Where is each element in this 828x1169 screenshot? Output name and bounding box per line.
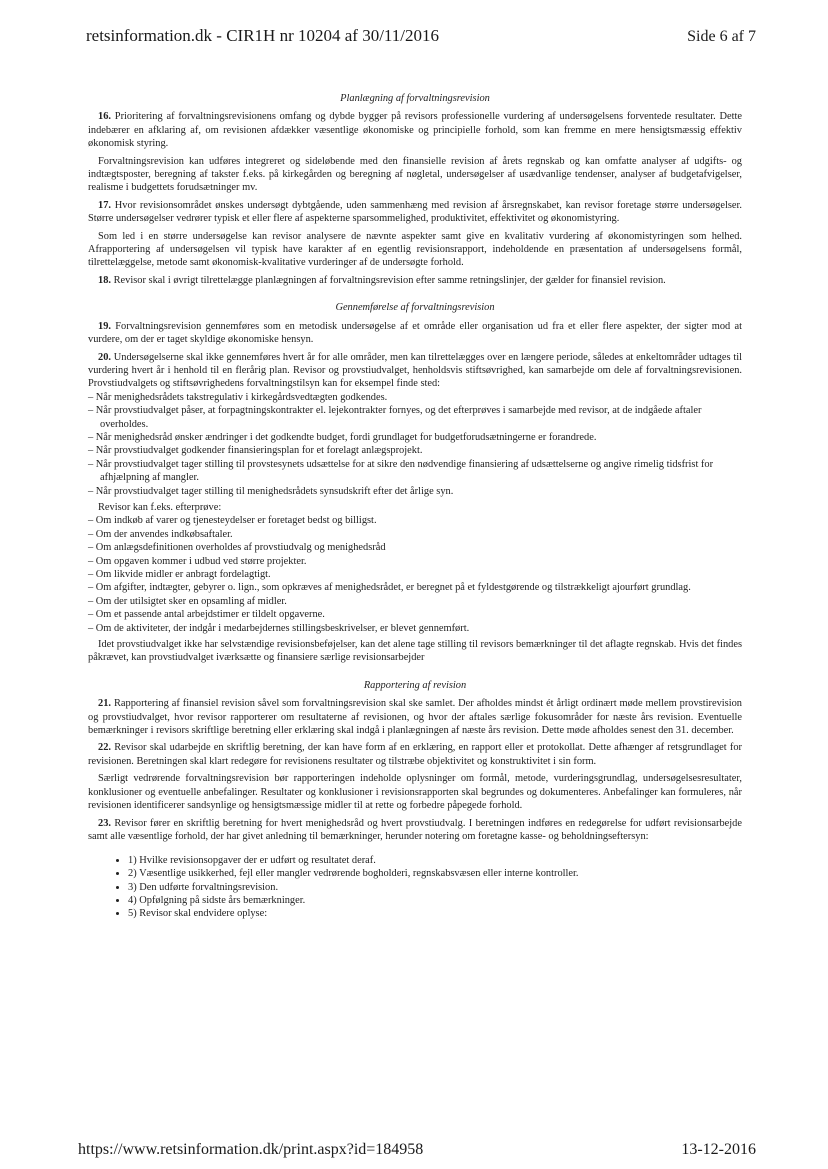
paragraph-number: 21. [98, 698, 111, 710]
list-item: – Om indkøb af varer og tjenesteydelser er foretaget bedst og billigst. [88, 514, 742, 527]
paragraph-21 [88, 697, 742, 737]
paragraph-text: Forvaltningsrevision gennemføres som en metodisk undersøgelse af et område eller organisation ud fra et eller flere aspekter, der sigter mod at vurdere, om der er taget skyldige økonomiske hensyn. [88, 320, 742, 346]
paragraph-number: 22. [98, 742, 111, 754]
list-item: • 1) Hvilke revisionsopgaver der er udført og resultatet deraf. [128, 854, 742, 867]
paragraph-16b: Forvaltningsrevision kan udføres integreret og sideløbende med den finansielle revision af årets regnskab og kan omfatte analyser af udgifts- og indtægtsposter, beregning af takster f.eks. på kirkegården og beregning af nøgletal, undersøgelser af usædvanlige tendenser, analyser af budgetafvigelser, realisme i budgettets forudsætninger mv. [88, 155, 742, 194]
paragraph-20 [88, 351, 742, 391]
list-item: • 2) Væsentlige usikkerhed, fejl eller mangler vedrørende bogholderi, regnskabsvæsen eller interne kontroller. [128, 867, 742, 880]
list-item: – Om et passende antal arbejdstimer er tildelt opgaverne. [88, 608, 742, 621]
paragraph-22b: Særligt vedrørende forvaltningsrevision bør rapporteringen indeholde oplysninger om formål, metode, vurderingsgrundlag, undersøgelsesresultater, konklusioner og eventuelle anbefalinger. Resultater og konklusioner i revisionsrapporten skal begrundes og dokumenteres. Anbefalinger kan formuleres, når revisionen identificerer sandsynlige og hensigtsmæssige midler til at rette og forbedre påpegede forhold. [88, 773, 742, 812]
page-header-title: retsinformation.dk - CIR1H nr 10204 af 30/11/2016 [86, 26, 440, 45]
paragraph-number: 19. [98, 320, 111, 332]
list-item: – Om opgaven kommer i udbud ved større projekter. [88, 555, 742, 568]
paragraph-23 [88, 817, 742, 844]
paragraph-text: Prioritering af forvaltningsrevisionens omfang og dybde bygger på revisors professionelle vurdering af undersøgelsens forventede resultater. Dette indebærer en afklaring af, om revisionen afdækker væsentlige økonomiske og principielle forhold, som kan fremme en mere hensigtsmæssig effektiv økonomisk styring. [88, 111, 742, 150]
list-item: – Om der utilsigtet sker en opsamling af midler. [88, 595, 742, 608]
report-contents-list [88, 854, 742, 921]
page-url: https://www.retsinformation.dk/print.aspx?id=184958 [78, 1141, 424, 1158]
oversight-list [88, 391, 742, 498]
list-item: – Om der anvendes indkøbsaftaler. [88, 528, 742, 541]
paragraph-20c: Idet provstiudvalget ikke har selvstændige revisionsbeføjelser, kan det alene tage stilling til revisors bemærkninger til det aflagte regnskab. Hvis det findes påkrævet, kan provstiudvalget iværksætte og finansiere særlige revisionsarbejder [88, 639, 742, 664]
paragraph-number: 20. [98, 351, 111, 363]
paragraph-text: Revisor fører en skriftlig beretning for hvert menighedsråd og hvert provstiudvalg. I beretningen indføres en redegørelse for udført revisionsarbejde samt alle væsentlige forhold, der har givet anledning til bemærkninger, herunder notering om foretagne kasse- og beholdningseftersyn: [88, 817, 742, 842]
paragraph-text: Rapportering af finansiel revision såvel som forvaltningsrevision skal ske samlet. Der afholdes mindst ét årligt ordinært møde mellem provstirevision og provstiudvalget, hvor revisor rapporterer om resultaterne af revisionen, og hvor der aftales særlige fokusområder for næste års revision. Eventuelle bemærkninger i revisors skriftlige beretning eller erklæring skal indgå i planlægningen af næste års revision. Dette møde afholdes senest den 31. december. [88, 698, 742, 737]
paragraph-text: Hvor revisionsområdet ønskes undersøgt dybtgående, uden sammenhæng med revision af årsregnskabet, kan revisor foretage større undersøgelser. Større undersøgelser vedrører typisk et eller flere af aspekterne sparsommelighed, produktivitet, effektivitet og økonomistyring. [88, 199, 742, 225]
paragraph-number: 18. [98, 274, 111, 286]
paragraph-number: 16. [98, 111, 111, 123]
paragraph-16 [88, 110, 742, 150]
list-item: – Når provstiudvalget tager stilling til provstesynets udsættelse for at sikre den nødvendige finansiering af udsættelserne og angive rimelig tidsfrist for afhjælpning af mangler. [88, 458, 742, 485]
list-item: – Om likvide midler er anbragt fordelagtigt. [88, 568, 742, 581]
list-item: • 4) Opfølgning på sidste års bemærkninger. [128, 894, 742, 907]
document-body [88, 92, 742, 931]
list-item: – Når provstiudvalget påser, at forpagtningskontrakter el. lejekontrakter fornyes, og det efterprøves i samarbejde med revisor, at de indgåede aftaler overholdes. [88, 404, 742, 431]
print-date: 13-12-2016 [681, 1141, 756, 1158]
section-title-reporting: Rapportering af revision [363, 679, 467, 691]
section-title-execution: Gennemførelse af forvaltningsrevision [335, 302, 495, 314]
paragraph-text: Revisor skal udarbejde en skriftlig beretning, der kan have form af en erklæring, en rapport eller et protokollat. Dette afhænger af retsgrundlaget for revisionen. Beretningen skal klart redegøre for revisionens resultater og tilstræbe objektivitet og konstruktivitet i sin form. [88, 742, 742, 767]
list-item: – Når provstiudvalget godkender finansieringsplan for et forelagt anlægsprojekt. [88, 444, 742, 457]
list-item: – Om de aktiviteter, der indgår i medarbejdernes stillingsbeskrivelser, er blevet gennemført. [88, 622, 742, 635]
list-item: – Når menighedsråd ønsker ændringer i det godkendte budget, fordi grundlaget for budgetforudsætningerne er forandrede. [88, 431, 742, 444]
page-number: Side 6 af 7 [687, 28, 756, 45]
paragraph-text: Revisor skal i øvrigt tilrettelægge planlægningen af forvaltningsrevision efter samme retningslinjer, der gælder for finansiel revision. [113, 274, 666, 286]
list-item: – Når menighedsrådets takstregulativ i kirkegårdsvedtægten godkendes. [88, 391, 742, 404]
paragraph-17b: Som led i en større undersøgelse kan revisor analysere de nævnte aspekter samt give en kvalitativ vurdering af økonomistyringen som helhed. Afrapportering af undersøgelsen vil typisk have karakter af en egentlig revisionsrapport, indeholdende en præsentation af undersøgelsens formål, tilrettelæggelse, metode samt økonomisk-kvalitative vurderinger af de undersøgte forhold. [88, 230, 742, 269]
paragraph-text: Undersøgelserne skal ikke gennemføres hvert år for alle områder, men kan tilrettelægges over en længere periode, således at enkeltområder udtages til vurdering hvert år i henhold til en flerårig plan. Revisor og provstiudvalget, henholdsvis stiftsøvrighed, kan samarbejde om dele af forvaltningsrevisionen. Provstiudvalgets og stiftsøvrighedens forvaltningstilsyn kan for eksempel finde sted: [88, 351, 742, 390]
audit-check-list [88, 514, 742, 635]
paragraph-number: 17. [98, 199, 111, 211]
paragraph-22 [88, 741, 742, 768]
paragraph-18 [88, 274, 742, 287]
paragraph-19 [88, 320, 742, 347]
paragraph-number: 23. [98, 817, 111, 829]
list-item: • 3) Den udførte forvaltningsrevision. [128, 881, 742, 894]
list-item: – Om anlægsdefinitionen overholdes af provstiudvalg og menighedsråd [88, 541, 742, 554]
list-item: – Om afgifter, indtægter, gebyrer o. lign., som opkræves af menighedsrådet, er beregnet på et fyldestgørende og tilstrækkeligt ajourført grundlag. [88, 581, 742, 594]
section-title-planning: Planlægning af forvaltningsrevision [340, 93, 490, 104]
paragraph-17 [88, 199, 742, 226]
list-item: – Når provstiudvalget tager stilling til menighedsrådets synsudskrift efter det årlige syn. [88, 485, 742, 498]
list-item: • 5) Revisor skal endvidere oplyse: [128, 907, 742, 920]
paragraph-20b: Revisor kan f.eks. efterprøve: [98, 501, 222, 513]
